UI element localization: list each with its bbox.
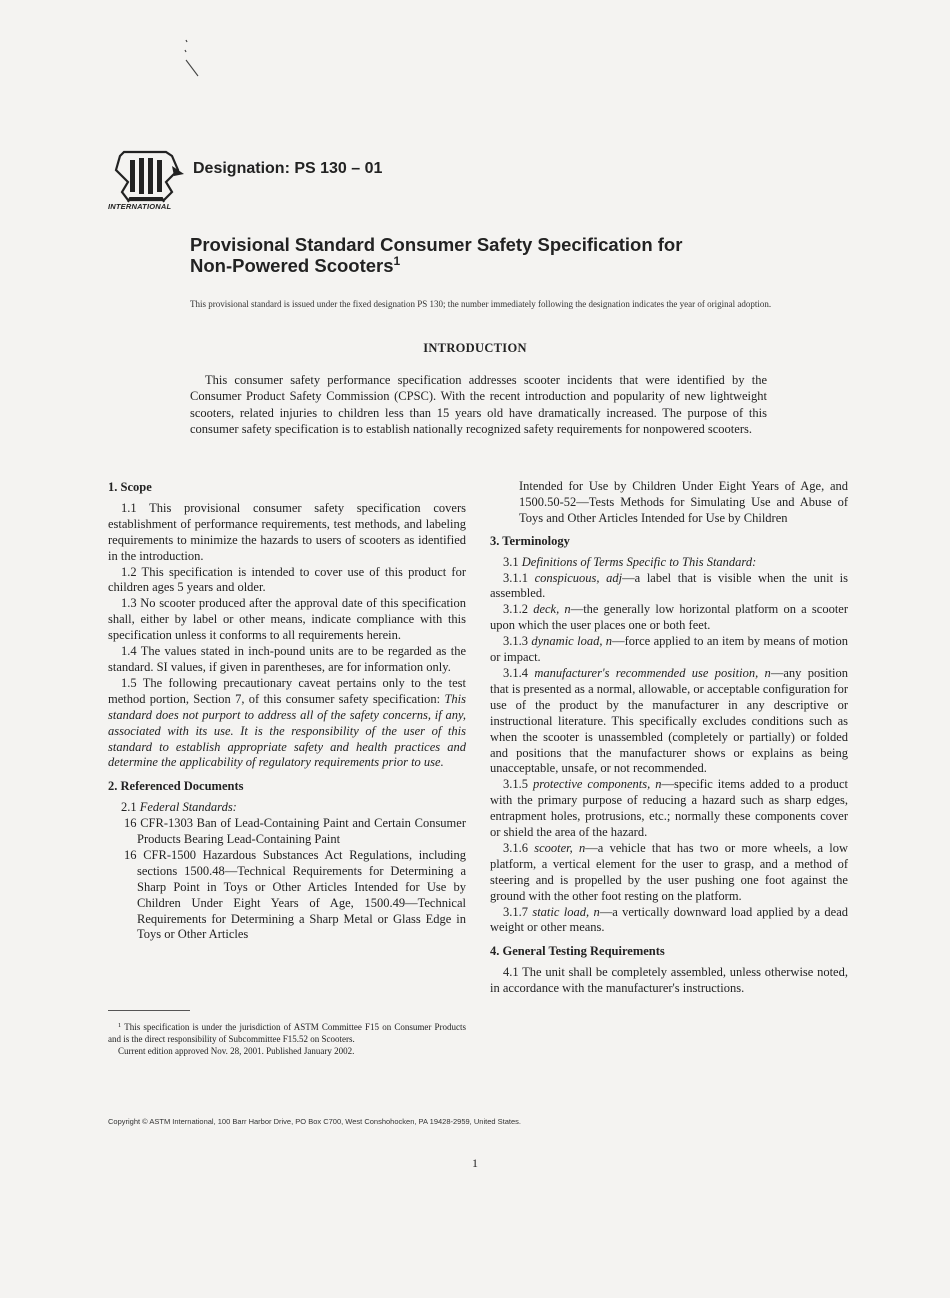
definition-item [490,602,848,634]
paragraph-4-1: 4.1 The unit shall be completely assembled, unless otherwise noted, in accordance with the manufacturer's instructions. [490,965,848,996]
definition-item [490,777,848,841]
paragraph-1-2: 1.2 This specification is intended to cover use of this product for children ages 5 years and older. [108,564,466,595]
document-title [190,234,810,276]
definition-text: —the generally low horizontal platform on a scooter upon which the user places one or both feet. [490,602,848,633]
definition-number: 3.1.7 [503,904,533,919]
reference-cfr-1500-continued: Intended for Use by Children Under Eight Years of Age, and 1500.50-52—Tests Methods for Simulating Use and Abuse of Toys and Other Articles Intended for Use by Children [519,479,848,525]
page-number: 1 [472,1156,478,1170]
paragraph-2-1-number: 2.1 [121,800,140,815]
paragraph-2-1-label: Federal Standards: [139,800,237,815]
right-column [490,479,848,997]
definition-text: —a vehicle that has two or more wheels, a low platform, a vertical element for the user to grasp, and a method of steering and is propelled by the user pushing one foot against the ground with the other foot resting on the platform. [490,840,848,903]
definition-term: conspicuous, adj [534,570,623,585]
definition-item [490,905,848,937]
paragraph-1-4: 1.4 The values stated in inch-pound units are to be regarded as the standard. SI values, if given in parentheses, are for information only. [108,644,466,674]
introduction-heading: INTRODUCTION [423,341,527,355]
definition-number: 3.1.2 [503,602,534,617]
definition-term: deck, n [533,602,571,617]
definition-item [490,634,848,666]
definition-number: 3.1.3 [503,634,532,649]
paragraph-1-5-text: 1.5 The following precautionary caveat pertains only to the test method portion, Section 7, of this consumer safety specification: [108,675,466,706]
definition-term: dynamic load, n [531,634,613,649]
paragraph-3-1-label: Definitions of Terms Specific to This Standard: [521,554,757,569]
definitions-list [490,571,848,937]
footnote-marker: 1 [118,1022,122,1029]
definition-term: protective components, n [532,777,662,792]
section-1-heading: 1. Scope [108,480,152,494]
designation: Designation: PS 130 – 01 [193,160,383,177]
definition-text: —force applied to an item by means of motion or impact. [490,634,848,665]
definition-term: manufacturer's recommended use position, n [534,665,771,680]
safety-caveat: This standard does not purport to address all of the safety concerns, if any, associated with its use. It is the responsibility of the user of this standard to establish appropriate safety and health practices and determine the applicability of regulatory requirements prior to use. [108,691,466,770]
definition-term: static load, n [532,904,600,919]
definition-item [490,571,848,603]
definition-number: 3.1.1 [503,570,535,585]
title-line-1: Provisional Standard Consumer Safety Specification for [190,234,683,255]
footnote-edition: Current edition approved Nov. 28, 2001. Published January 2002. [118,1045,355,1056]
paragraph-2-1 [108,800,466,816]
definition-number: 3.1.5 [503,777,533,792]
reference-cfr-1500: 16 CFR-1500 Hazardous Substances Act Regulations, including sections 1500.48—Technical Requirements for Determining a Sharp Point in Toys or Other Articles Intended for Use by Children Under Eight Years of Age, 1500.49—Technical Requirements for Determining a Sharp Metal or Glass Edge in Toys or Other Articles [124,847,466,942]
stray-pen-mark [182,38,208,80]
definition-text: —a label that is visible when the unit is assembled. [490,570,849,601]
section-2-heading: 2. Referenced Documents [108,779,244,794]
definition-term: scooter, n [534,840,586,855]
title-line-2: Non-Powered Scooters [190,255,394,276]
definition-text: —any position that is presented as a normal, allowable, or acceptable configuration for use of the product by the manufacturer in any descriptive or instructional literature. This specifically excludes conditions such as when the scooter is unassembled (completely or partially) or folded and positions that the manufacturer shows or explains as being unacceptable, unsafe, or not recommended. [490,665,848,776]
paragraph-3-1 [490,555,848,571]
footnote [108,1022,466,1057]
issue-note: This provisional standard is issued under the fixed designation PS 130; the number immediately following the designation indicates the year of original adoption. [190,299,772,309]
paragraph-1-3: 1.3 No scooter produced after the approval date of this specification shall, either by label or other means, indicate compliance with this specification unless it conforms to all requirements herein. [108,596,466,643]
title-footnote-marker: 1 [393,254,401,268]
footnote-text: This specification is under the jurisdiction of ASTM Committee F15 on Consumer Products and is the direct responsibility of Subcommittee F15.52 on Scooters. [108,1022,466,1044]
definition-item [490,841,848,905]
copyright: Copyright © ASTM International, 100 Barr Harbor Drive, PO Box C700, West Conshohocken, PA 19428-2959, United States. [108,1117,521,1126]
definition-item [490,666,848,777]
definition-text: —specific items added to a product with the primary purpose of reducing a hazard such as sharp edges, entrapment holes, protrusions, etc.; normally these components cover or shield the area of the hazard. [490,777,849,840]
definition-number: 3.1.6 [503,840,535,855]
definition-text: —a vertically downward load applied by a dead weight or other means. [490,904,849,935]
paragraph-1-5 [108,676,466,771]
section-4-heading: 4. General Testing Requirements [490,944,665,959]
reference-cfr-1303: 16 CFR-1303 Ban of Lead-Containing Paint and Certain Consumer Products Bearing Lead-Containing Paint [124,816,466,847]
left-column [108,480,466,943]
introduction-text: This consumer safety performance specification addresses scooter incidents that were identified by the Consumer Product Safety Commission (CPSC). With the recent introduction and popularity of new lightweight scooters, related injuries to children less than 15 years old have dramatically increased. The purpose of this consumer safety specification is to establish nationally recognized safety requirements for nonpowered scooters. [190,373,767,436]
footnote-text-paragraph [108,1022,466,1046]
footnote-rule [108,1010,190,1011]
logo-subtitle: INTERNATIONAL [108,202,172,211]
definition-number: 3.1.4 [503,665,535,680]
section-3-heading: 3. Terminology [490,533,570,548]
paragraph-1-1: 1.1 This provisional consumer safety specification covers establishment of performance requirements, test methods, and labeling requirements to minimize the hazards to users of scooters as identified in the introduction. [108,500,466,563]
paragraph-3-1-number: 3.1 [503,554,522,569]
